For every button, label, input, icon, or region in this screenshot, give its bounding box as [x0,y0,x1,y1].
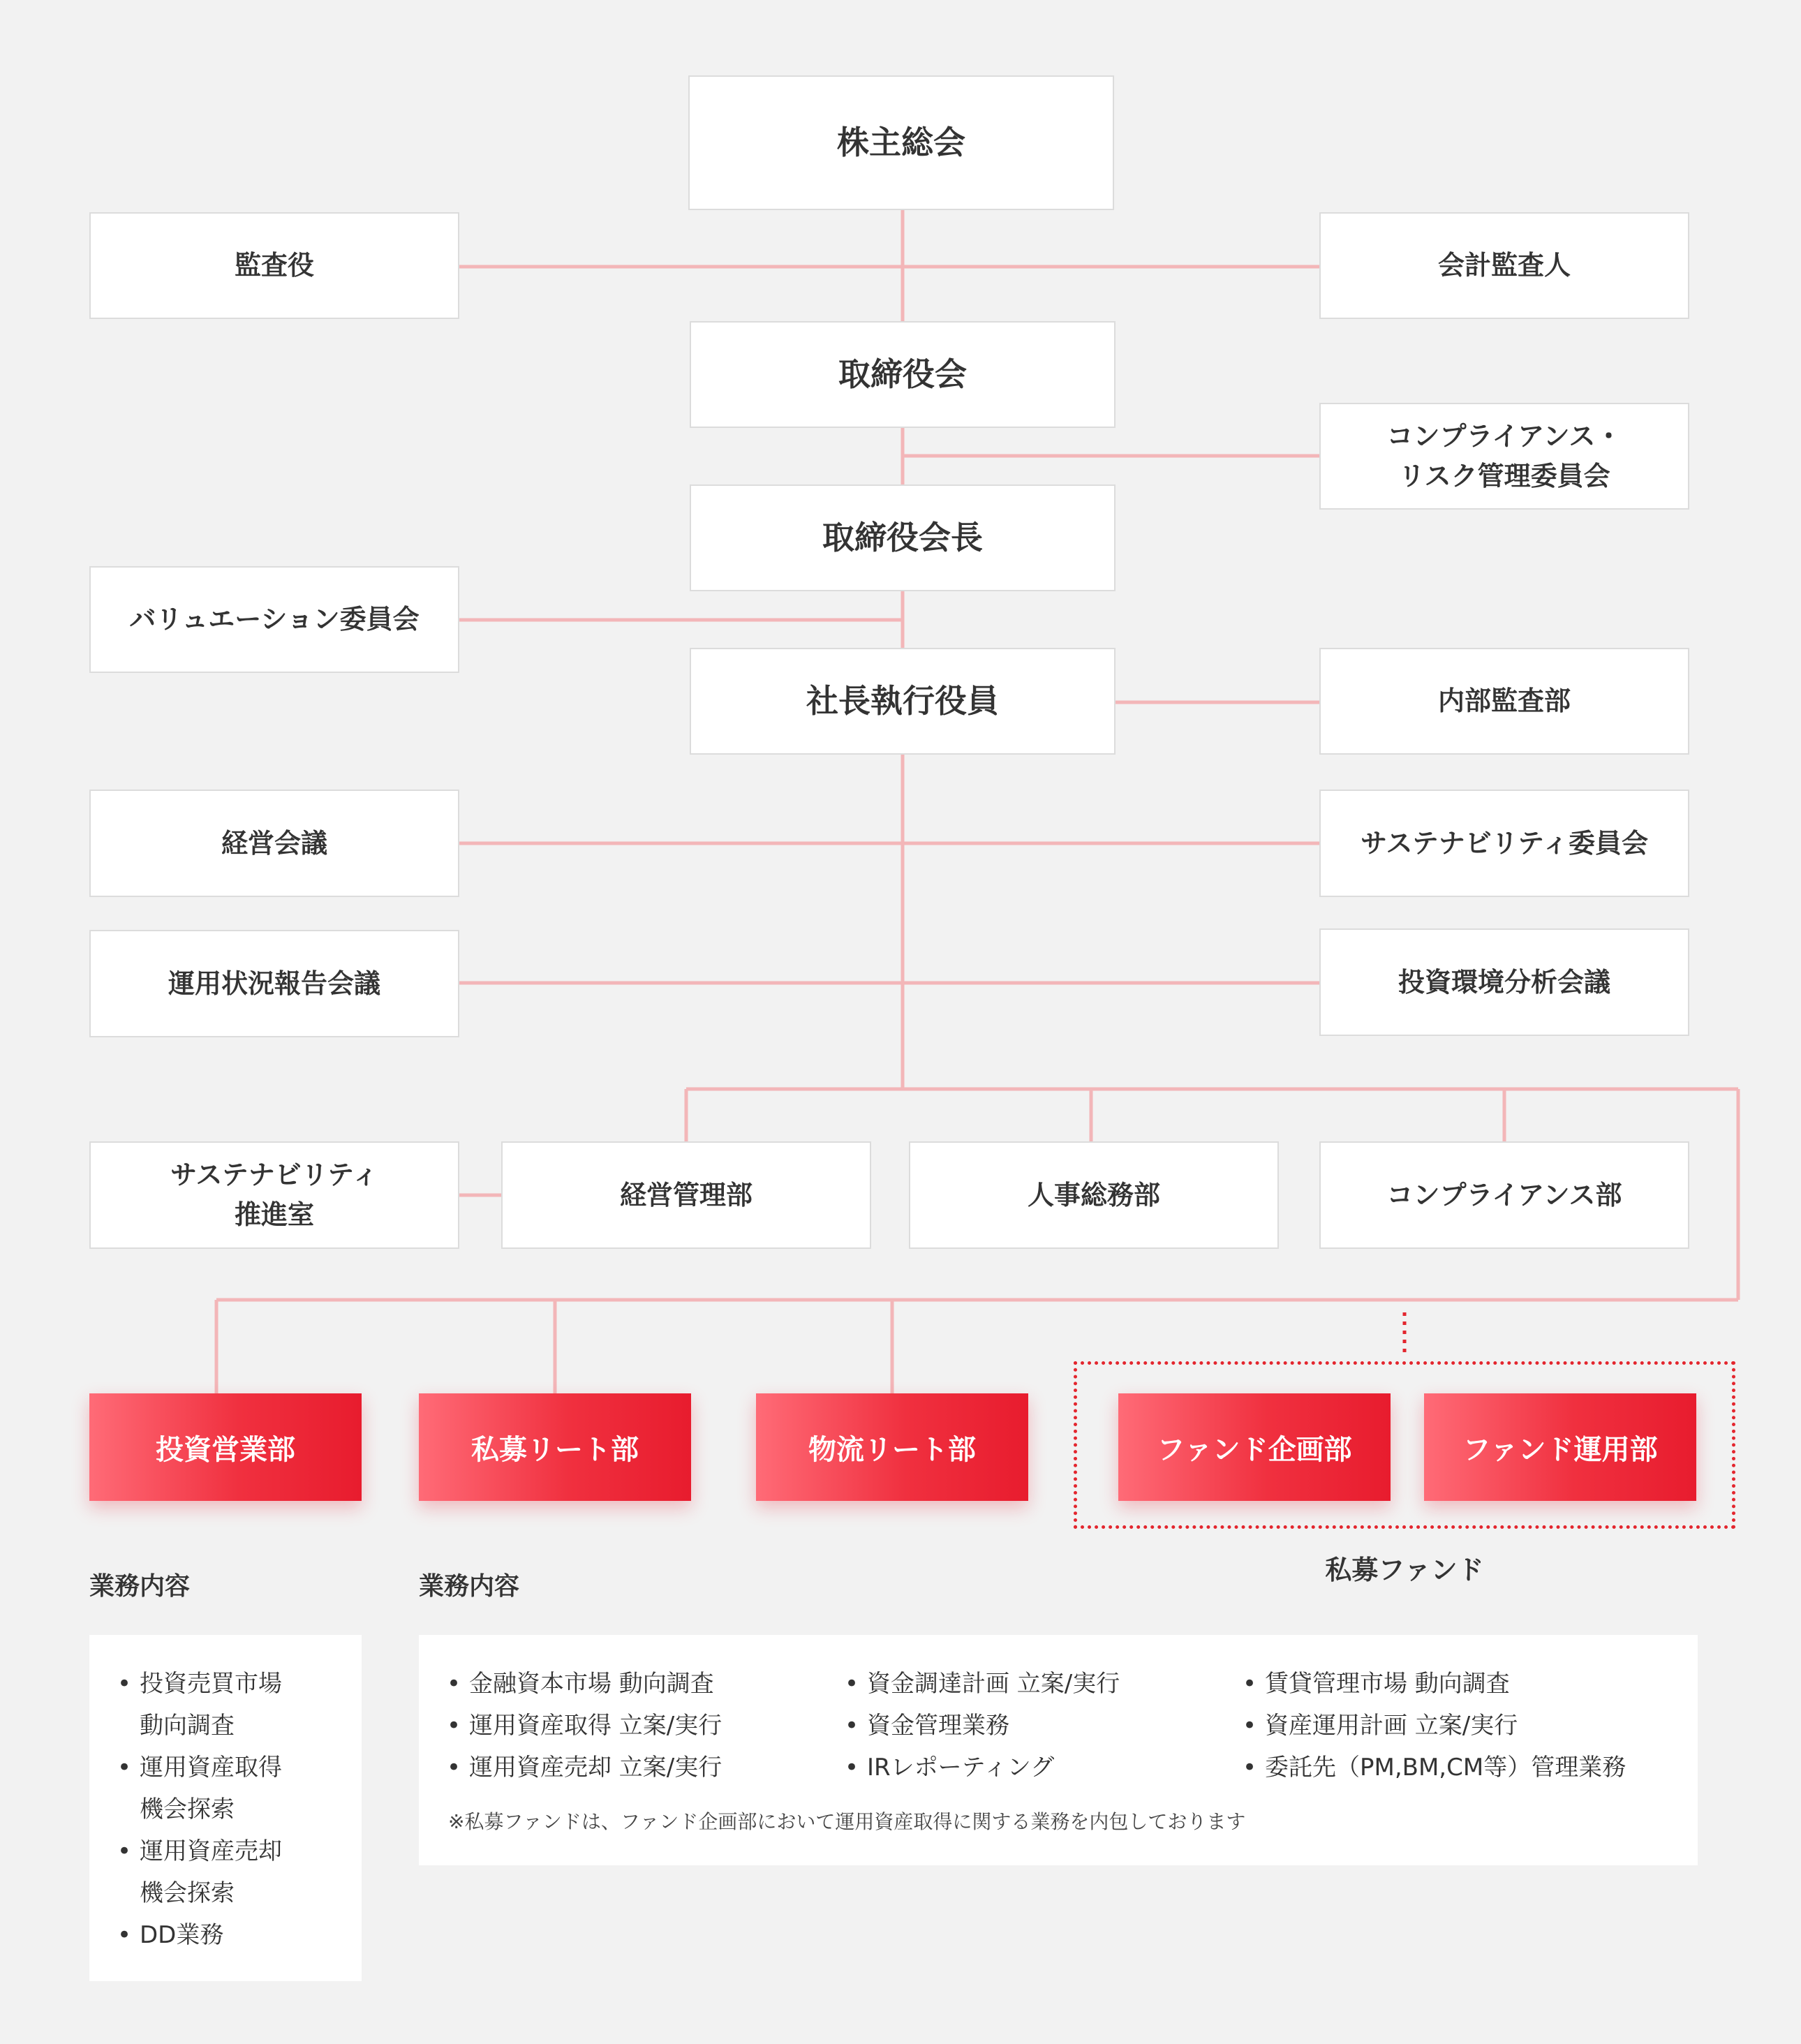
box-sustainability-office: サステナビリティ 推進室 [89,1141,459,1249]
box-operation-report-meeting: 運用状況報告会議 [89,930,459,1037]
private-fund-label: 私募ファンド [1325,1555,1484,1585]
list-item: • 賃貸管理市場 動向調査 [1243,1670,1510,1698]
list-item: • 資金管理業務 [845,1712,1009,1740]
list-item: • 運用資産売却 立案/実行 [447,1754,722,1782]
list-item: • IRレポーティング [845,1754,1055,1782]
box-internal-audit: 内部監査部 [1319,648,1689,755]
list-item: • 資金調達計画 立案/実行 [845,1670,1120,1698]
business-heading-right: 業務内容 [419,1572,520,1601]
box-hr-general-affairs: 人事総務部 [909,1141,1279,1249]
business-list-col1 [447,1663,722,1789]
business-list-col2 [845,1663,1120,1789]
dept-fund-operation: ファンド運用部 [1424,1393,1696,1501]
business-list-left [117,1663,282,1956]
dept-investment-sales: 投資営業部 [89,1393,362,1501]
business-panel-left [89,1635,362,1981]
dept-fund-planning: ファンド企画部 [1118,1393,1391,1501]
list-item: • 運用資産取得 機会探索 [117,1754,282,1823]
box-sustainability-committee: サステナビリティ委員会 [1319,790,1689,897]
box-board-of-directors: 取締役会 [690,321,1116,428]
list-item: • DD業務 [117,1921,224,1949]
dept-private-reit: 私募リート部 [419,1393,691,1501]
business-heading-left: 業務内容 [89,1572,191,1601]
private-fund-note: ※私募ファンドは、ファンド企画部において運用資産取得に関する業務を内包しております [448,1810,1246,1833]
list-item: • 運用資産売却 機会探索 [117,1837,282,1907]
box-investment-env-meeting: 投資環境分析会議 [1319,928,1689,1036]
box-chairman: 取締役会長 [690,484,1116,591]
box-auditor: 監査役 [89,212,459,319]
list-item: • 運用資産取得 立案/実行 [447,1712,722,1740]
list-item: • 資産運用計画 立案/実行 [1243,1712,1518,1740]
dept-logistics-reit: 物流リート部 [756,1393,1028,1501]
box-compliance-risk-committee: コンプライアンス・ リスク管理委員会 [1319,403,1689,510]
box-accounting-auditor: 会計監査人 [1319,212,1689,319]
list-item: • 委託先（PM,BM,CM等）管理業務 [1243,1754,1626,1782]
box-shareholders-meeting: 株主総会 [688,75,1114,210]
box-management-admin: 経営管理部 [501,1141,871,1249]
list-item: • 金融資本市場 動向調査 [447,1670,714,1698]
box-president: 社長執行役員 [690,648,1116,755]
business-list-col3 [1243,1663,1626,1789]
box-management-meeting: 経営会議 [89,790,459,897]
list-item: • 投資売買市場 動向調査 [117,1670,282,1740]
box-compliance-dept: コンプライアンス部 [1319,1141,1689,1249]
box-valuation-committee: バリュエーション委員会 [89,566,459,673]
business-panel-right [419,1635,1698,1865]
